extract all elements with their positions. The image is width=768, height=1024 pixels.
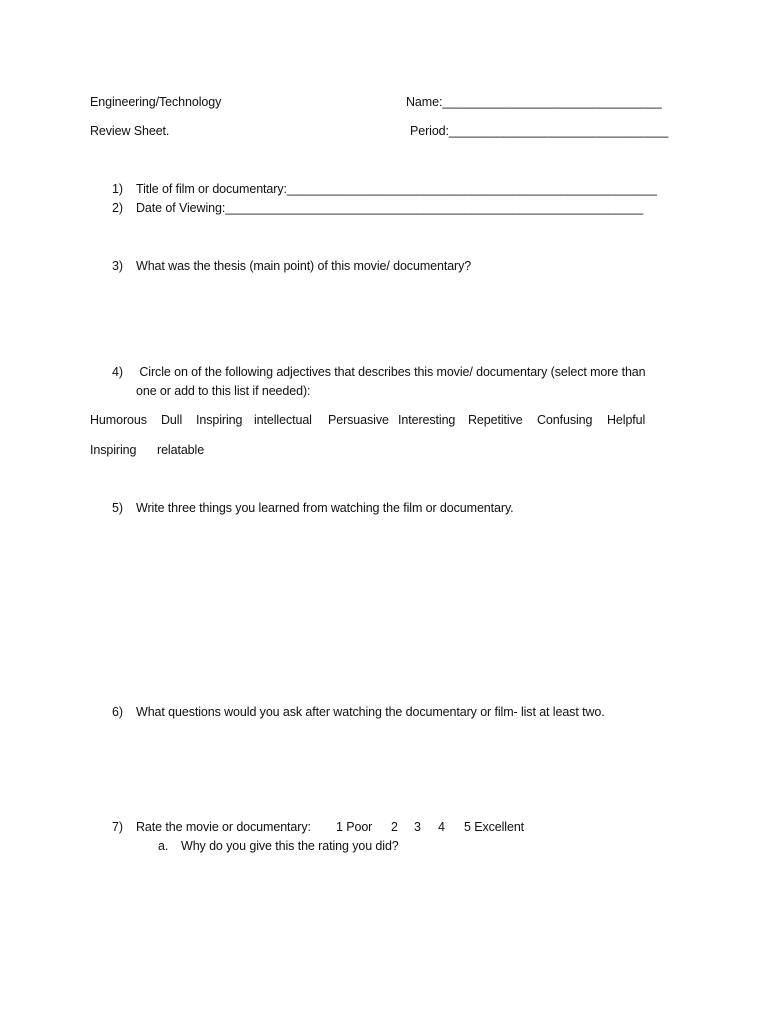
question-number: 2) <box>112 201 123 215</box>
name-field[interactable]: Name:________________________________ <box>406 95 662 109</box>
question-text: Write three things you learned from watching the film or documentary. <box>136 501 514 515</box>
question-4 <box>112 365 646 379</box>
question-text: Rate the movie or documentary: <box>136 820 311 834</box>
question-7 <box>112 820 311 834</box>
question-4-line2: one or add to this list if needed): <box>136 384 311 398</box>
question-number: 6) <box>112 705 123 719</box>
question-1 <box>112 182 657 196</box>
adjective-option[interactable]: Inspiring <box>90 443 137 457</box>
question-6 <box>112 705 605 719</box>
adjective-option[interactable]: Confusing <box>537 413 593 427</box>
adjective-option[interactable]: Dull <box>161 413 183 427</box>
question-number: 4) <box>112 365 123 379</box>
question-number: 1) <box>112 182 123 196</box>
question-text: What questions would you ask after watching the documentary or film- list at least two. <box>136 705 605 719</box>
adjective-option[interactable]: Persuasive <box>328 413 389 427</box>
rating-option-1[interactable]: 1 Poor <box>336 820 373 834</box>
adjective-option[interactable]: Repetitive <box>468 413 523 427</box>
adjective-option[interactable]: Helpful <box>607 413 646 427</box>
question-2 <box>112 201 643 215</box>
adjective-option[interactable]: intellectual <box>254 413 312 427</box>
date-of-viewing-field[interactable]: Date of Viewing:_____________________________________________________________ <box>136 201 644 215</box>
adjective-option[interactable]: relatable <box>157 443 205 457</box>
period-field[interactable]: Period:________________________________ <box>410 124 669 138</box>
rating-option-2[interactable]: 2 <box>391 820 398 834</box>
title-of-film-field[interactable]: Title of film or documentary:______________________________________________________ <box>136 182 657 196</box>
question-3 <box>112 259 471 273</box>
rating-option-4[interactable]: 4 <box>438 820 445 834</box>
adjective-option[interactable]: Humorous <box>90 413 147 427</box>
rating-option-5[interactable]: 5 Excellent <box>464 820 525 834</box>
question-number: 3) <box>112 259 123 273</box>
sheet-title: Review Sheet. <box>90 124 170 138</box>
course-title: Engineering/Technology <box>90 95 222 109</box>
subquestion-text: Why do you give this the rating you did? <box>181 839 399 853</box>
subquestion-a <box>158 839 399 853</box>
question-5 <box>112 501 514 515</box>
question-number: 7) <box>112 820 123 834</box>
question-text: Circle on of the following adjectives that describes this movie/ documentary (select more than <box>136 365 646 379</box>
adjective-option[interactable]: Interesting <box>398 413 456 427</box>
question-number: 5) <box>112 501 123 515</box>
adjective-option[interactable]: Inspiring <box>196 413 243 427</box>
rating-option-3[interactable]: 3 <box>414 820 421 834</box>
question-text: What was the thesis (main point) of this movie/ documentary? <box>136 259 472 273</box>
subquestion-letter: a. <box>158 839 169 853</box>
